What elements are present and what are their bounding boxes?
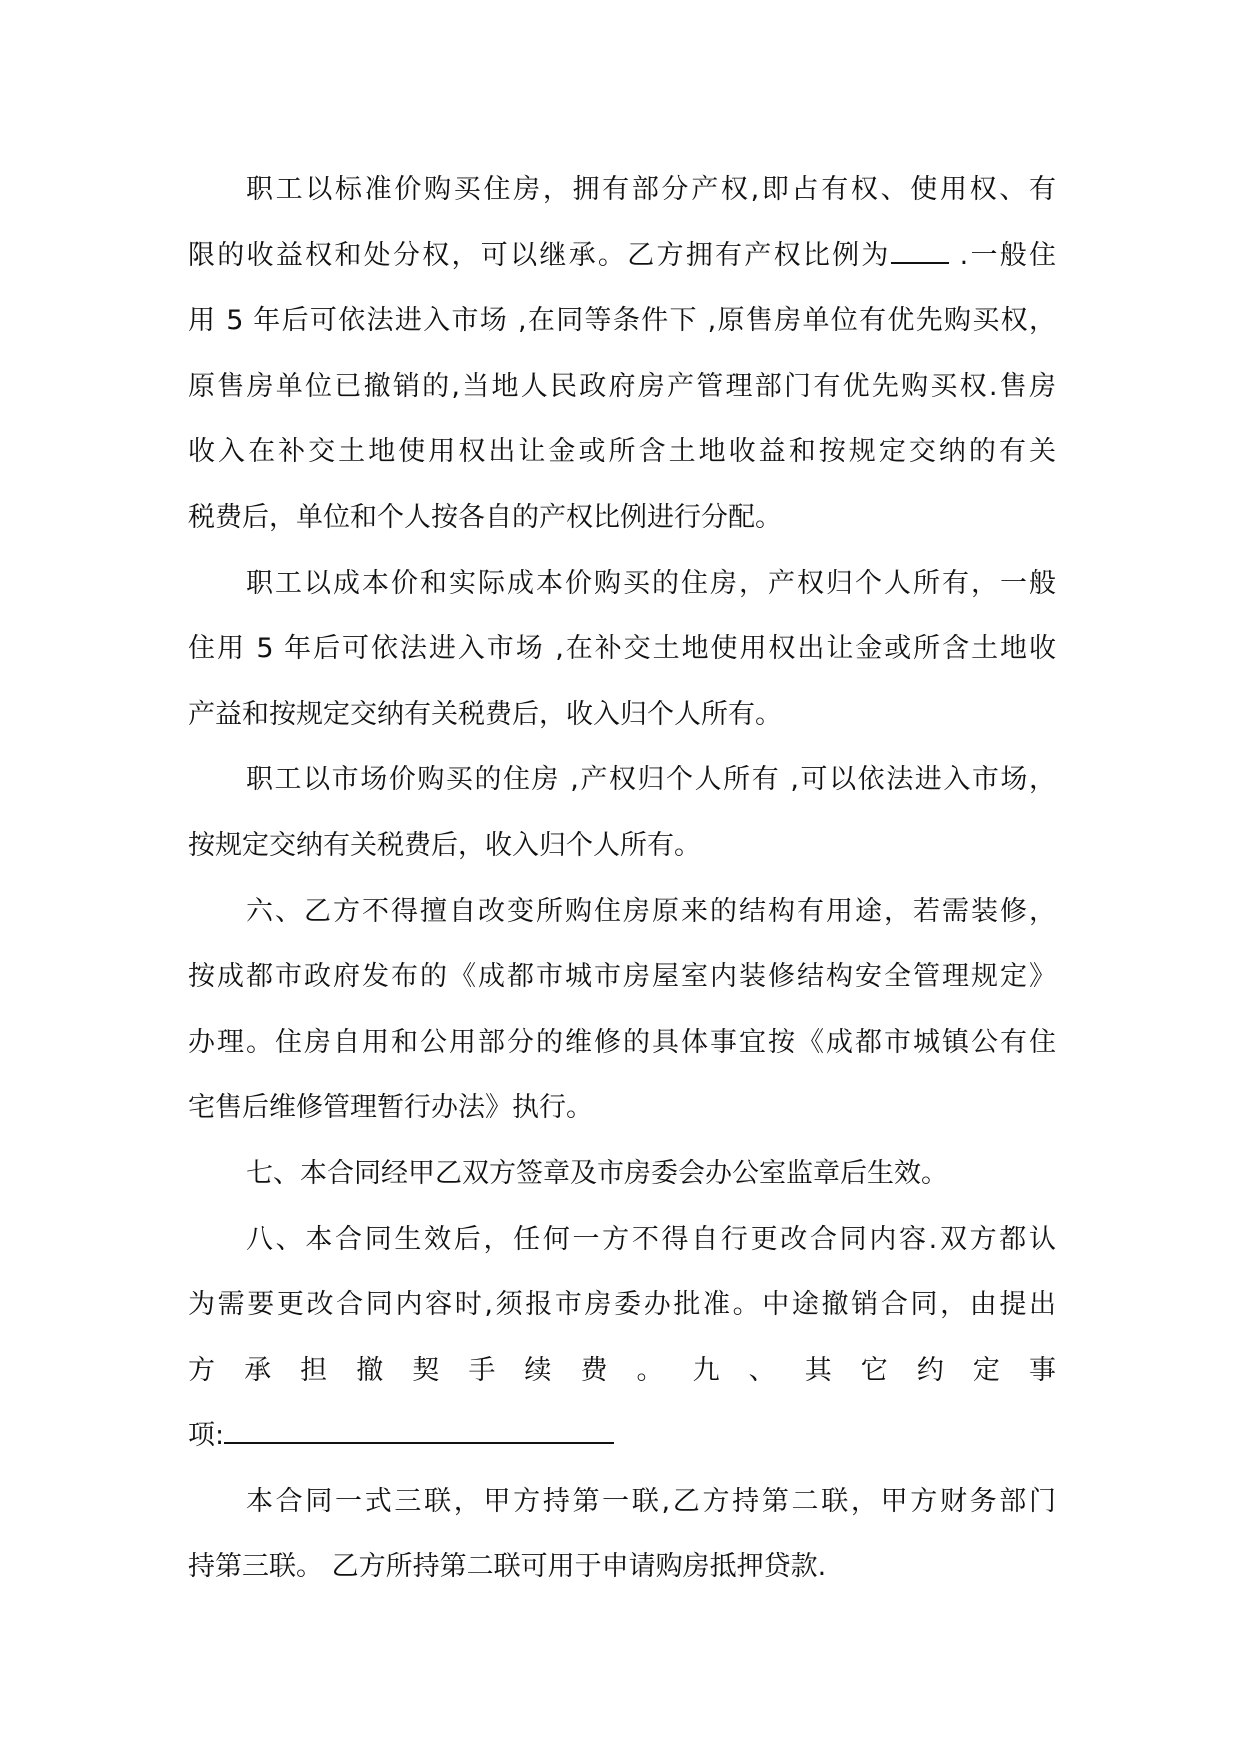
text-line: 持第三联。 乙方所持第二联可用于申请购房抵押贷款. xyxy=(188,1551,827,1583)
text-line: 用 5 年后可依法进入市场 ,在同等条件下 ,原售房单位有优先购买权， xyxy=(188,305,1056,337)
text-line: 职工以标准价购买住房，拥有部分产权,即占有权、使用权、有 xyxy=(246,174,1056,205)
text-line: 宅售后维修管理暂行办法》执行。 xyxy=(188,1092,593,1124)
text-line-tail: .一般住 xyxy=(948,239,1057,271)
text-line: 原售房单位已撤销的,当地人民政府房产管理部门有优先购买权.售房 xyxy=(188,370,1056,402)
text-line: 收入在补交土地使用权出让金或所含土地收益和按规定交纳的有关 xyxy=(188,436,1056,468)
text-line: 方 承 担 撤 契 手 续 费 。 九 、 其 它 约 定 事 xyxy=(188,1354,1056,1386)
text-line: 职工以成本价和实际成本价购买的住房，产权归个人所有，一般 xyxy=(246,567,1056,599)
text-line: 按成都市政府发布的《成都市城市房屋室内装修结构安全管理规定》 xyxy=(188,961,1056,993)
text-line: 税费后，单位和个人按各自的产权比例进行分配。 xyxy=(188,501,782,533)
paragraph-clause-seven xyxy=(188,1141,1056,1207)
document-body xyxy=(188,157,1056,1600)
text-line xyxy=(188,1403,1056,1469)
text-line-head: 限的收益权和处分权，可以继承。乙方拥有产权比例为 xyxy=(188,239,891,271)
paragraph-market-price xyxy=(188,747,1056,878)
text-line: 为需要更改合同内容时,须报市房委办批准。中途撤销合同，由提出 xyxy=(188,1289,1056,1321)
text-line: 职工以市场价购买的住房 ,产权归个人所有 ,可以依法进入市场， xyxy=(246,764,1056,796)
paragraph-cost-price xyxy=(188,551,1056,748)
text-line xyxy=(188,223,1056,289)
text-line: 办理。住房自用和公用部分的维修的具体事宜按《成都市城镇公有住 xyxy=(188,1026,1056,1058)
other-terms-label: 项: xyxy=(188,1420,225,1452)
text-line: 七、本合同经甲乙双方签章及市房委会办公室监章后生效。 xyxy=(246,1157,948,1189)
text-line: 六、乙方不得擅自改变所购住房原来的结构有用途，若需装修， xyxy=(246,895,1056,927)
text-line: 住用 5 年后可依法进入市场 ,在补交土地使用权出让金或所含土地收 xyxy=(188,633,1056,665)
paragraph-clause-eight xyxy=(188,1207,1056,1469)
text-line: 按规定交纳有关税费后，收入归个人所有。 xyxy=(188,829,701,861)
paragraph-copies xyxy=(188,1469,1056,1600)
other-terms-blank xyxy=(224,1420,614,1444)
paragraph-clause-six xyxy=(188,879,1056,1141)
text-line: 本合同一式三联，甲方持第一联,乙方持第二联，甲方财务部门 xyxy=(246,1485,1056,1517)
text-line: 产益和按规定交纳有关税费后，收入归个人所有。 xyxy=(188,698,782,730)
ownership-ratio-blank xyxy=(891,240,949,264)
text-line: 八、本合同生效后，任何一方不得自行更改合同内容.双方都认 xyxy=(246,1223,1056,1255)
paragraph-standard-price xyxy=(188,157,1056,551)
